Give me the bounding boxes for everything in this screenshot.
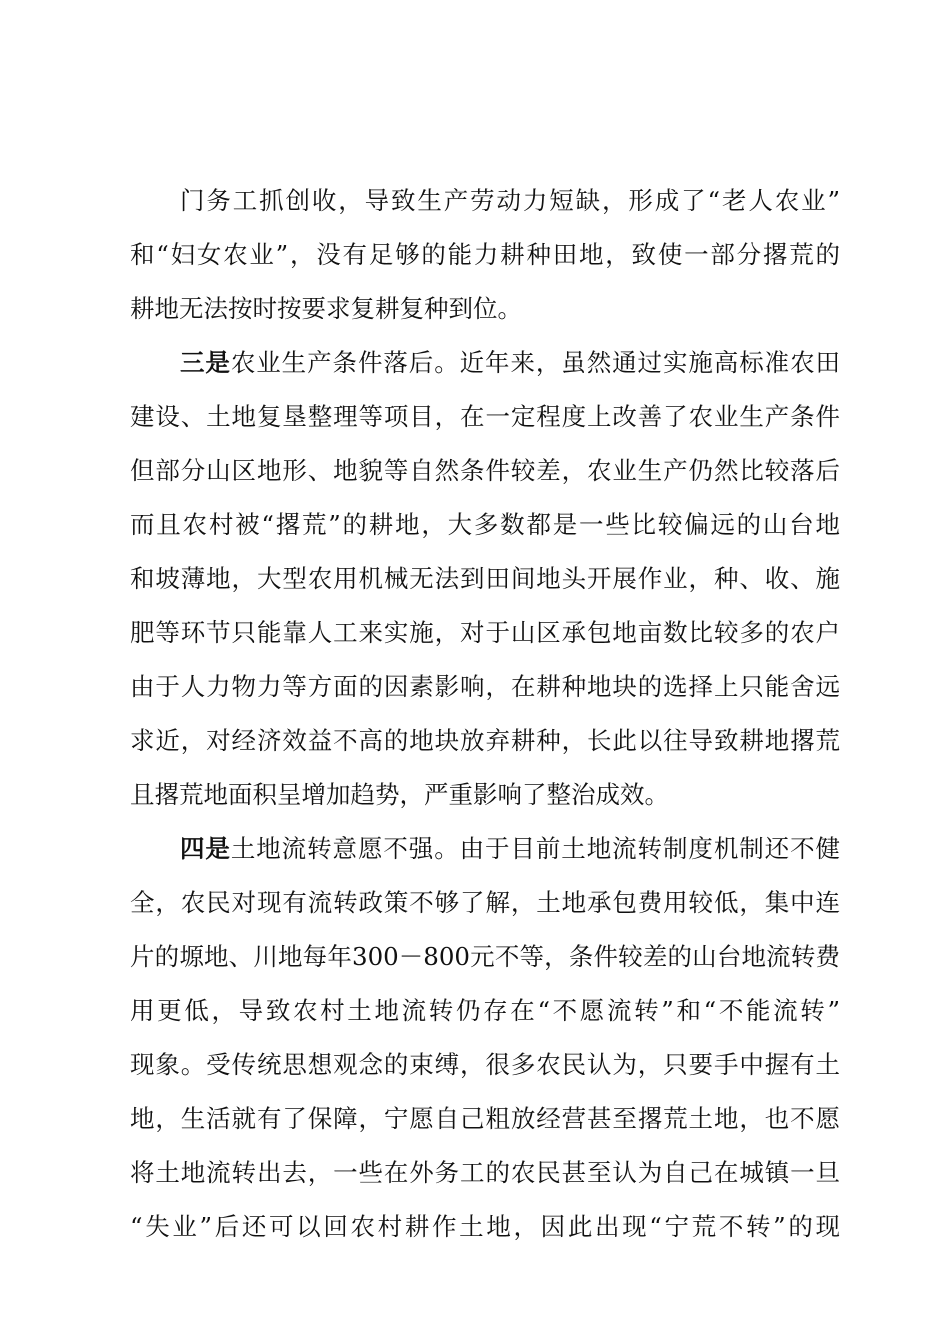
paragraph-line: 现象。受传统思想观念的束缚，很多农民认为，只要手中握有土 — [130, 1050, 840, 1079]
paragraph-line: 肥等环节只能靠人工来实施，对于山区承包地亩数比较多的农户 — [130, 618, 840, 647]
paragraph-line: 片的塬地、川地每年300－800元不等，条件较差的山台地流转费 — [130, 942, 840, 971]
paragraph-line: 建设、土地复垦整理等项目，在一定程度上改善了农业生产条件 — [130, 402, 840, 431]
paragraph-line-text: 土地流转意愿不强。由于目前土地流转制度机制还不健 — [230, 834, 841, 863]
paragraph-line: 求近，对经济效益不高的地块放弃耕种，长此以往导致耕地撂荒 — [130, 726, 840, 755]
paragraph-line: 地，生活就有了保障，宁愿自己粗放经营甚至撂荒土地，也不愿 — [130, 1104, 840, 1133]
paragraph-line: 和坡薄地，大型农用机械无法到田间地头开展作业，种、收、施 — [130, 564, 840, 593]
paragraph-line — [180, 345, 840, 381]
paragraph-line: 全，农民对现有流转政策不够了解，土地承包费用较低，集中连 — [130, 888, 840, 917]
paragraph-line: 但部分山区地形、地貌等自然条件较差，农业生产仍然比较落后 — [130, 456, 840, 485]
section-lead-three: 三是 — [180, 348, 231, 377]
paragraph-line: 且撂荒地面积呈增加趋势，严重影响了整治成效。 — [130, 780, 669, 809]
paragraph-line: 将土地流转出去，一些在外务工的农民甚至认为自己在城镇一旦 — [130, 1158, 840, 1187]
paragraph-line-text: 农业生产条件落后。近年来，虽然通过实施高标准农田 — [230, 348, 841, 377]
paragraph-line: 和“妇女农业”，没有足够的能力耕种田地，致使一部分撂荒的 — [130, 240, 840, 269]
paragraph-line: 门务工抓创收，导致生产劳动力短缺，形成了“老人农业” — [180, 186, 840, 215]
paragraph-line: 而且农村被“撂荒”的耕地，大多数都是一些比较偏远的山台地 — [130, 510, 840, 539]
paragraph-line: “失业”后还可以回农村耕作土地，因此出现“宁荒不转”的现 — [130, 1212, 840, 1241]
paragraph-line — [180, 831, 840, 867]
paragraph-line: 用更低，导致农村土地流转仍存在“不愿流转”和“不能流转” — [130, 996, 840, 1025]
section-lead-four: 四是 — [180, 834, 231, 863]
paragraph-line: 由于人力物力等方面的因素影响，在耕种地块的选择上只能舍远 — [130, 672, 840, 701]
paragraph-line: 耕地无法按时按要求复耕复种到位。 — [130, 294, 522, 323]
